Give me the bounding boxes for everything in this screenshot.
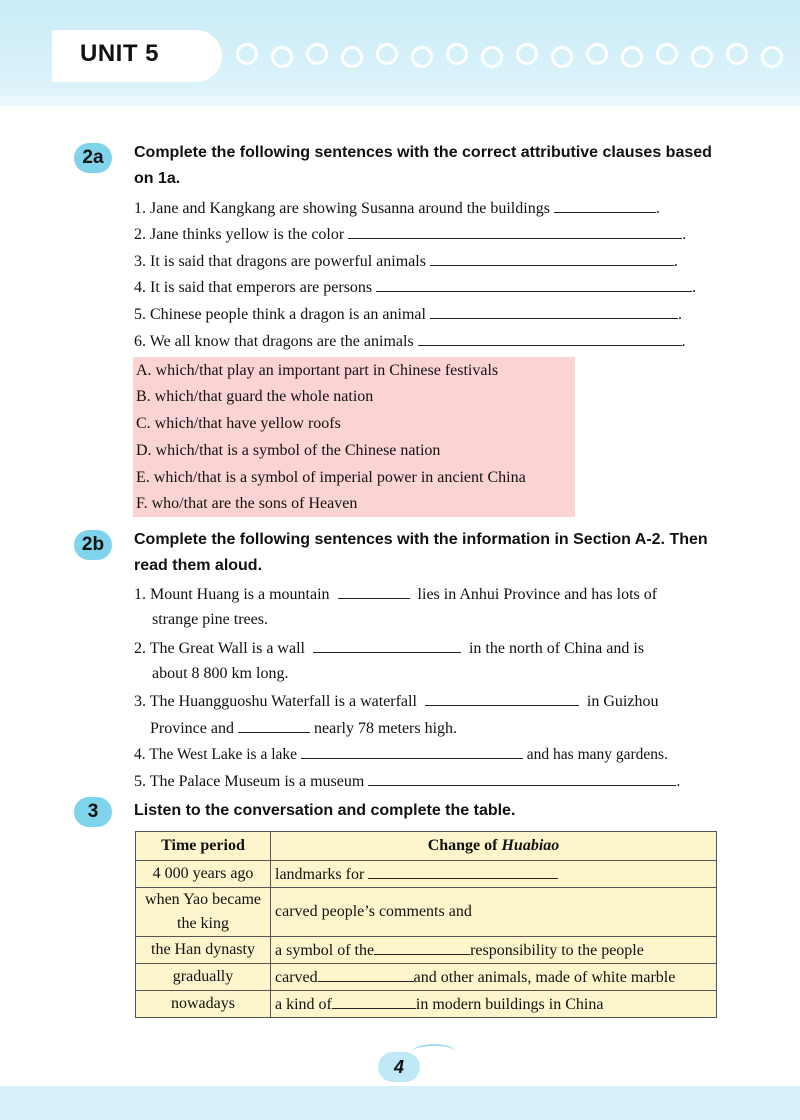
change-cell: carved people’s comments and bbox=[271, 888, 717, 937]
ring-icon bbox=[306, 43, 328, 65]
ring-icon bbox=[761, 46, 783, 68]
footer-band bbox=[0, 1086, 800, 1120]
table-row bbox=[136, 991, 717, 1018]
sentence-text: in the north of China and is bbox=[468, 640, 645, 657]
sentence-text: 3. It is said that dragons are powerful animals bbox=[134, 253, 426, 270]
sentence-2a-4 bbox=[134, 274, 718, 301]
period: . bbox=[655, 200, 660, 217]
section-badge-2a: 2a bbox=[74, 143, 112, 173]
sentence-text: 4. It is said that emperors are persons bbox=[134, 279, 373, 296]
period: . bbox=[676, 773, 681, 790]
ring-icon bbox=[551, 46, 573, 68]
option-f: F. who/that are the sons of Heaven bbox=[136, 495, 358, 512]
page-number: 4 bbox=[378, 1052, 420, 1082]
ring-icon bbox=[411, 46, 433, 68]
option-d: D. which/that is a symbol of the Chinese nation bbox=[136, 442, 441, 459]
option-a: A. which/that play an important part in Chinese festivals bbox=[136, 362, 499, 379]
ring-icon bbox=[691, 46, 713, 68]
sentence-text: 2. The Great Wall is a wall bbox=[134, 640, 305, 657]
ring-icon bbox=[726, 43, 748, 65]
answer-blank[interactable] bbox=[554, 195, 656, 213]
sentence-2a-6 bbox=[134, 328, 718, 355]
answer-blank[interactable] bbox=[348, 221, 682, 239]
decorative-rings bbox=[236, 40, 800, 72]
header-italic: Huabiao bbox=[501, 837, 560, 854]
period: . bbox=[682, 226, 687, 243]
sentence-text: lies in Anhui Province and has lots of bbox=[417, 586, 658, 603]
sentence-2a-3 bbox=[134, 248, 718, 275]
unit-title: UNIT 5 bbox=[80, 40, 160, 67]
col-header-time: Time period bbox=[136, 832, 271, 861]
sentence-text: 5. The Palace Museum is a museum bbox=[134, 773, 365, 790]
sentence-text: 4. The West Lake is a lake bbox=[134, 746, 298, 763]
col-header-change bbox=[271, 832, 717, 861]
sentence-text: 6. We all know that dragons are the animals bbox=[134, 333, 414, 350]
sentence-2a-2 bbox=[134, 221, 718, 248]
cell-text: in modern buildings in China bbox=[415, 996, 604, 1013]
sentence-text: 1. Mount Huang is a mountain bbox=[134, 586, 330, 603]
answer-blank[interactable] bbox=[430, 301, 678, 319]
table-row bbox=[136, 861, 717, 888]
sentence-text: 1. Jane and Kangkang are showing Susanna around the buildings bbox=[134, 200, 550, 217]
change-cell bbox=[271, 964, 717, 991]
sentence-2b-5 bbox=[134, 768, 718, 795]
ring-icon bbox=[236, 43, 258, 65]
section-badge-3: 3 bbox=[74, 797, 112, 827]
cell-text: responsibility to the people bbox=[470, 942, 644, 959]
ring-icon bbox=[341, 46, 363, 68]
sentence-text: in Guizhou bbox=[586, 693, 659, 710]
sentence-text: Province and bbox=[150, 720, 234, 737]
ring-icon bbox=[656, 43, 678, 65]
sentence-text: nearly 78 meters high. bbox=[313, 720, 458, 737]
answer-table bbox=[135, 831, 717, 1018]
answer-blank[interactable] bbox=[338, 581, 410, 599]
table-row bbox=[136, 964, 717, 991]
sentence-text: 5. Chinese people think a dragon is an animal bbox=[134, 306, 426, 323]
period-cell: the Han dynasty bbox=[136, 937, 271, 964]
table-header-row bbox=[136, 832, 717, 861]
answer-blank[interactable] bbox=[301, 741, 523, 759]
header-band bbox=[0, 96, 800, 106]
sentence-2b-1 bbox=[134, 581, 718, 608]
ring-icon bbox=[446, 43, 468, 65]
sentence-text: and has many gardens. bbox=[526, 746, 668, 763]
cell-text: a symbol of the bbox=[275, 942, 375, 959]
cell-text: carved bbox=[275, 969, 318, 986]
answer-blank[interactable] bbox=[368, 861, 558, 879]
header-text: Change of bbox=[427, 837, 502, 854]
answer-blank[interactable] bbox=[332, 991, 416, 1009]
change-cell bbox=[271, 991, 717, 1018]
section-badge-2b: 2b bbox=[74, 530, 112, 560]
period-cell: nowadays bbox=[136, 991, 271, 1018]
sentence-2b-3 bbox=[134, 688, 718, 715]
answer-blank[interactable] bbox=[368, 768, 676, 786]
ring-icon bbox=[271, 46, 293, 68]
period-cell: when Yao became the king bbox=[136, 888, 271, 937]
period: . bbox=[677, 306, 682, 323]
option-c: C. which/that have yellow roofs bbox=[136, 415, 341, 432]
period-cell: gradually bbox=[136, 964, 271, 991]
answer-blank[interactable] bbox=[430, 248, 674, 266]
answer-blank[interactable] bbox=[376, 274, 692, 292]
sentence-2a-1 bbox=[134, 195, 718, 222]
ring-icon bbox=[586, 43, 608, 65]
table-row bbox=[136, 888, 717, 937]
cell-text: a kind of bbox=[275, 996, 332, 1013]
cell-text: and other animals, made of white marble bbox=[413, 969, 676, 986]
option-e: E. which/that is a symbol of imperial power in ancient China bbox=[136, 469, 526, 486]
sentence-text: 2. Jane thinks yellow is the color bbox=[134, 226, 345, 243]
page-swoosh-icon bbox=[412, 1044, 456, 1060]
instruction-3: Listen to the conversation and complete the table. bbox=[134, 802, 516, 819]
answer-blank[interactable] bbox=[425, 688, 579, 706]
answer-blank[interactable] bbox=[418, 328, 682, 346]
sentence-2a-5 bbox=[134, 301, 718, 328]
sentence-text: 3. The Huangguoshu Waterfall is a waterfall bbox=[134, 693, 417, 710]
answer-blank[interactable] bbox=[318, 964, 414, 982]
change-cell bbox=[271, 861, 717, 888]
cell-text: landmarks for bbox=[275, 866, 365, 883]
answer-blank[interactable] bbox=[374, 937, 470, 955]
change-cell bbox=[271, 937, 717, 964]
ring-icon bbox=[621, 46, 643, 68]
instruction-2b: Complete the following sentences with the information in Section A-2. Then read them aloud. bbox=[134, 531, 708, 574]
instruction-2a: Complete the following sentences with the correct attributive clauses based on 1a. bbox=[134, 144, 712, 187]
period: . bbox=[673, 253, 678, 270]
sentence-2b-4 bbox=[134, 741, 718, 768]
table-row bbox=[136, 937, 717, 964]
option-b: B. which/that guard the whole nation bbox=[136, 388, 374, 405]
ring-icon bbox=[516, 43, 538, 65]
sentence-2b-3-cont bbox=[150, 715, 734, 742]
sentence-2b-2-cont: about 8 800 km long. bbox=[152, 665, 289, 682]
ring-icon bbox=[481, 46, 503, 68]
answer-blank[interactable] bbox=[313, 635, 461, 653]
answer-blank[interactable] bbox=[238, 715, 310, 733]
sentence-2b-2 bbox=[134, 635, 718, 662]
ring-icon bbox=[376, 43, 398, 65]
sentence-2b-1-cont: strange pine trees. bbox=[152, 611, 268, 628]
period: . bbox=[692, 279, 697, 296]
period: . bbox=[681, 333, 686, 350]
period-cell: 4 000 years ago bbox=[136, 861, 271, 888]
